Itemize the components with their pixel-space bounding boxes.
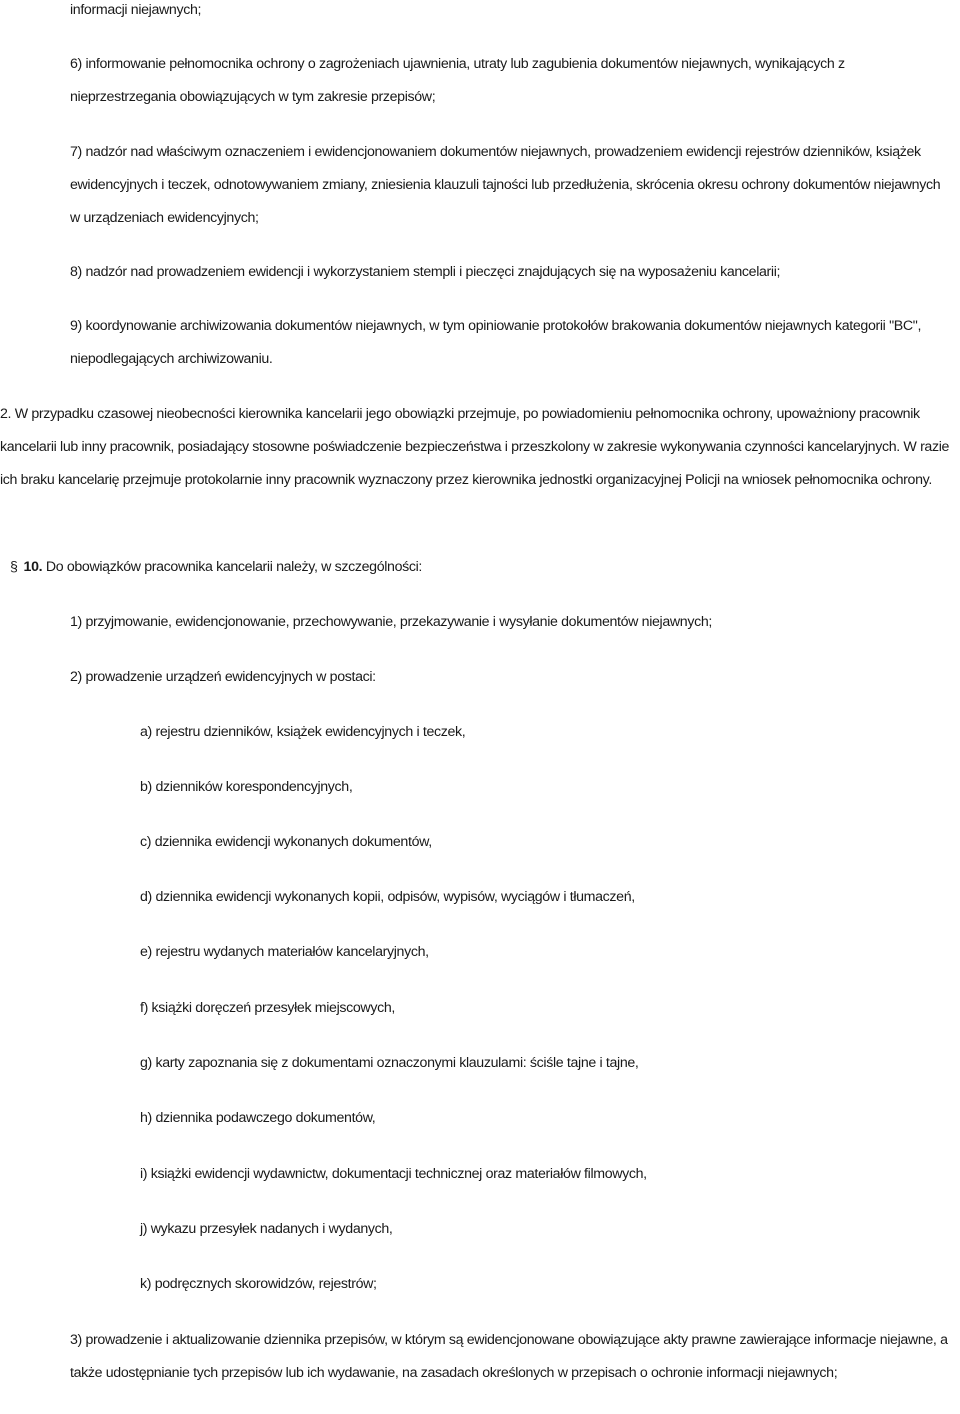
list-item-i: i) książki ewidencji wydawnictw, dokumentacji technicznej oraz materiałów filmowych, (140, 1166, 647, 1182)
paragraph-duty-1: 1) przyjmowanie, ewidencjonowanie, przechowywanie, przekazywanie i wysyłanie dokumentów niejawnych; (70, 614, 712, 630)
paragraph-item-8: 8) nadzór nad prowadzeniem ewidencji i wykorzystaniem stempli i pieczęci znajdujących się na wyposażeniu kancelarii; (70, 264, 781, 280)
list-item-g: g) karty zapoznania się z dokumentami oznaczonymi klauzulami: ściśle tajne i tajne, (140, 1055, 639, 1071)
paragraph-duty-2: 2) prowadzenie urządzeń ewidencyjnych w postaci: (70, 669, 376, 685)
section-symbol: § (10, 559, 18, 575)
list-item-j: j) wykazu przesyłek nadanych i wydanych, (140, 1221, 393, 1237)
section-10-heading (0, 551, 960, 584)
list-item-e: e) rejestru wydanych materiałów kancelaryjnych, (140, 944, 429, 960)
list-item-k: k) podręcznych skorowidzów, rejestrów; (140, 1276, 377, 1292)
section-intro-text: Do obowiązków pracownika kancelarii należy, w szczególności: (42, 559, 422, 575)
list-item-c: c) dziennika ewidencji wykonanych dokumentów, (140, 834, 432, 850)
paragraph-item-6: 6) informowanie pełnomocnika ochrony o zagrożeniach ujawnienia, utraty lub zagubienia dokumentów niejawnych, wynikających z nieprzestrzegania obowiązujących w tym zakresie przepisów; (70, 56, 845, 105)
paragraph-duty-3: 3) prowadzenie i aktualizowanie dziennika przepisów, w którym są ewidencjonowane obowiązujące akty prawne zawierające informacje niejawne, a także udostępnianie tych przepisów lub ich wydawanie, na zasadach określonych w przepisach o ochronie informacji niejawnych; (70, 1332, 948, 1381)
paragraph-item-7: 7) nadzór nad właściwym oznaczeniem i ewidencjonowaniem dokumentów niejawnych, prowadzeniem ewidencji rejestrów dzienników, książek ewidencyjnych i teczek, odnotowywaniem zmiany, zniesienia klauzuli tajności lub przedłużenia, skrócenia okresu ochrony dokumentów niejawnych w urządzeniach ewidencyjnych; (70, 144, 941, 226)
paragraph-item-9: 9) koordynowanie archiwizowania dokumentów niejawnych, w tym opiniowanie protokołów brakowania dokumentów niejawnych kategorii "BC", niepodlegających archiwizowaniu. (70, 318, 922, 367)
list-item-d: d) dziennika ewidencji wykonanych kopii, odpisów, wypisów, wyciągów i tłumaczeń, (140, 889, 635, 905)
paragraph-intro-tail: informacji niejawnych; (70, 2, 202, 18)
list-item-a: a) rejestru dzienników, książek ewidencyjnych i teczek, (140, 724, 466, 740)
list-item-b: b) dzienników korespondencyjnych, (140, 779, 353, 795)
list-item-h: h) dziennika podawczego dokumentów, (140, 1110, 376, 1126)
section-number: 10. (23, 559, 43, 575)
paragraph-point-2: 2. W przypadku czasowej nieobecności kierownika kancelarii jego obowiązki przejmuje, po powiadomieniu pełnomocnika ochrony, upoważniony pracownik kancelarii lub inny pracownik, posiadający stosowne poświadczenie bezpieczeństwa i przeszkolony w zakresie wykonywania czynności kancelaryjnych. W razie ich braku kancelarię przejmuje protokolarnie inny pracownik wyznaczony przez kierownika jednostki organizacyjnej Policji na wniosek pełnomocnika ochrony. (0, 406, 950, 488)
list-item-f: f) książki doręczeń przesyłek miejscowych, (140, 1000, 395, 1016)
